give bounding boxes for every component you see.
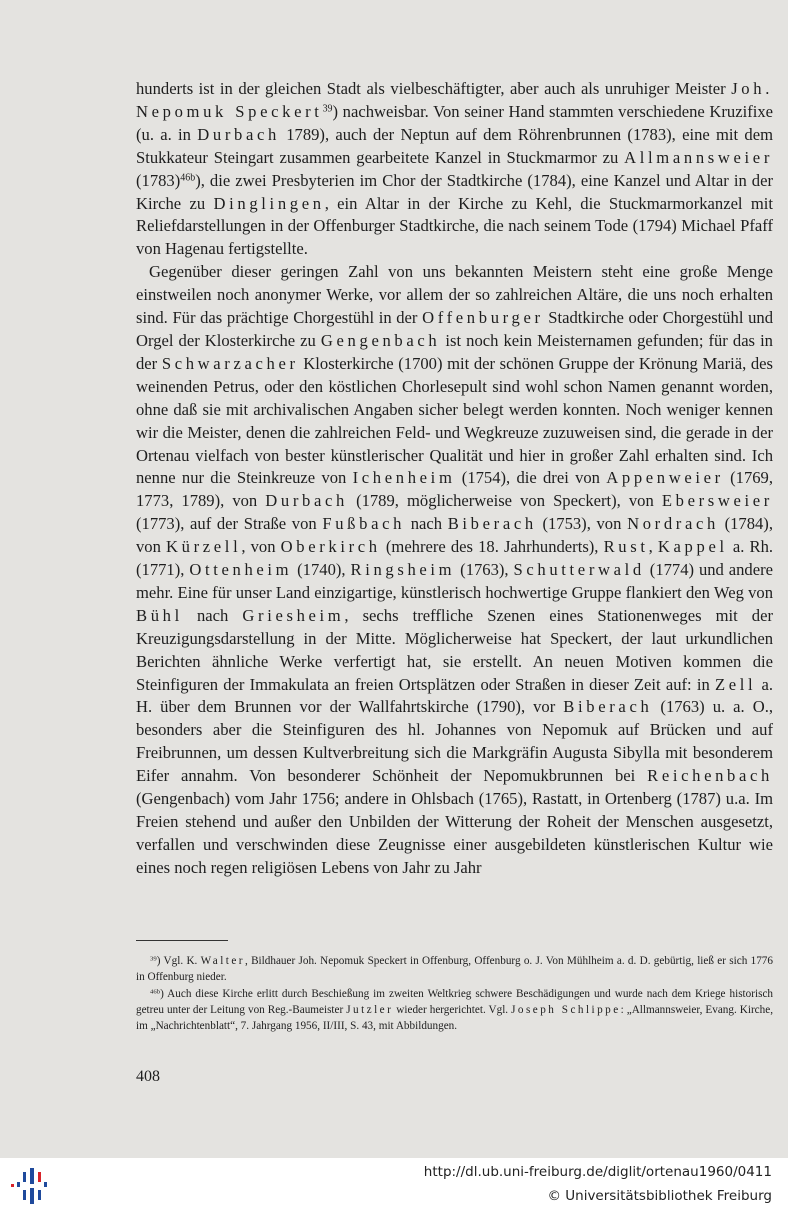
place-oberkirch: Oberkirch [280,537,381,557]
place-durbach-2: Durbach [265,491,348,511]
place-fussbach: Fußbach [322,514,406,534]
viewer-footer [0,1158,788,1213]
footnotes [136,953,773,1035]
place-durbach: Durbach [197,124,280,144]
document-url-link[interactable]: http://dl.ub.uni-freiburg.de/diglit/ortenau1960/0411 [423,1164,772,1180]
footnote-ref-46b[interactable]: 46b [180,172,196,184]
place-ottenheim: Ottenheim [189,560,293,580]
copyright-notice: © Universitätsbibliothek Freiburg [547,1188,772,1204]
paragraph-1: hunderts ist in der gleichen Stadt als vielbeschäftigter, aber auch als unruhiger Meister Joh. Nepomuk Speckert$^{39}$) nachweisbar. Von seiner Hand stammten verschiedene Kruzifixe (u. a. in Durbach 1789), auch der Neptun auf dem Röhrenbrunnen (1783), eine mit dem Stukkateur Steingart zusammen gearbeitete Kanzel in Stuckmarmor zu Allmannsweier $(1783)^{46b}$), die zwei Presbyterien im Chor der Stadtkirche (1784), eine Kanzel und Altar in der Kirche zu Dinglingen, ein Altar in der Kirche zu Kehl, die Stuckmarmorkanzel mit Reliefdarstellungen in der Offenburger Stadtkirche, die nach seinem Tode (1794) Michael Pfaff von Hagenau fertigstellte. [136,79,774,259]
place-buehl: Bühl [136,605,183,625]
place-kuerzell: Kürzell [166,537,242,557]
page-number: 408 [136,1068,160,1085]
place-dinglingen: Dinglingen [213,193,325,213]
place-appenweier: Appenweier [606,468,724,488]
place-zell: Zell [714,674,757,694]
place-rust: Rust [603,537,649,557]
place-gengenbach: Gengenbach [320,330,441,350]
place-griesheim: Griesheim [242,605,345,625]
place-kappel: Kappel [657,537,728,557]
place-reichenbach: Reichenbach [647,766,773,786]
name-speckert: Joh. Nepomuk Speckert [136,79,773,121]
place-offenburger: Offenburger [422,308,544,328]
ub-freiburg-logo-icon[interactable] [10,1166,50,1206]
footnote-divider [136,940,228,941]
place-ichenheim: Ichenheim [352,468,456,488]
place-ringsheim: Ringsheim [350,560,456,580]
footnote-39: $^{39}$) Vgl. K. Walter, Bildhauer Joh. Nepomuk Speckert in Offenburg, Offenburg o. J. Von Mühlheim a. d. D. gebürtig, ließ er sich 1776 in Offenburg nieder. [136,955,773,983]
place-schutterwald: Schutterwald [513,560,645,580]
place-nordrach: Nordrach [627,514,719,534]
place-ortenberg: Ortenberg [604,789,672,809]
place-biberach: Biberach [447,514,537,534]
place-ohlsbach: Ohlsbach [411,789,474,809]
footnote-46b: $^{46b}$) Auch diese Kirche erlitt durch Beschießung im zweiten Weltkrieg schwere Beschädigungen und wurde nach dem Kriege historisch getreu unter der Leitung von Reg.-Baumeister Jutzler wieder hergerichtet. Vgl. Joseph Schlippe: „Allmannsweier, Evang. Kirche, im „Nachrichtenblatt“, 7. Jahrgang 1956, II/III, S. 43, mit Abbildungen. [136,988,774,1032]
paragraph-2: Gegenüber dieser geringen Zahl von uns bekannten Meistern steht eine große Menge einstweilen noch anonymer Werke, vor allem der so zahlreichen Altäre, die uns noch erhalten sind. Für das prächtige Chorgestühl in der Offenburger Stadtkirche oder Chorgestühl und Orgel der Klosterkirche zu Gengenbach ist noch kein Meisternamen gefunden; für das in der Schwarzacher Klosterkirche (1700) mit der schönen Gruppe der Krönung Mariä, des weinenden Petrus, oder den köstlichen Chorlesepult sind wohl schon Namen genannt worden, ohne daß sie mit archivalischen Angaben sicher belegt werden konnten. Noch weniger kennen wir die Meister, denen die zahlreichen Feld- und Wegkreuze zuzuweisen sind, die gerade in der Ortenau vielfach von bester künstlerischer Qualität und hier in großer Zahl erhalten sind. Ich nenne nur die Steinkreuze von Ichenheim (1754), die drei von Appenweier (1769, 1773, 1789), von Durbach (1789, möglicherweise von Speckert), von Ebersweier (1773), auf der Straße von Fußbach nach Biberach (1753), von Nordrach (1784), von Kürzell, von Oberkirch (mehrere des 18. Jahrhunderts), Rust, Kappel a. Rh. (1771), Ottenheim (1740), Ringsheim (1763), Schutterwald (1774) und andere mehr. Eine für unser Land einzigartige, künstlerisch hochwertige Gruppe flankiert den Weg von Bühl nach Griesheim, sechs treffliche Szenen eines Stationenweges mit der Kreuzigungsdarstellung in der Mitte. Möglicherweise hat Speckert, der laut urkundlichen Berichten ähnliche Werke verfertigt hat, sie erstellt. An neuen Motiven kommen die Steinfiguren der Immakulata an freien Ortsplätzen oder Straßen in dieser Zeit auf: in Zell a. H. über dem Brunnen vor der Wallfahrtskirche (1790), vor Biberach (1763) u. a. O., besonders aber die Steinfiguren des hl. Johannes von Nepomuk auf Brücken und auf Freibrunnen, um dessen Kultverbreitung sich die Markgräfin Augusta Sibylla mit besonderem Eifer annahm. Von besonderer Schönheit der Nepomukbrunnen bei Reichenbach (Gengenbach) vom Jahr 1756; andere in Ohlsbach (1765), Rastatt, in Ortenberg (1787) u.a. Im Freien stehend und außer den Unbilden der Witterung der Roheit der Menschen ausgesetzt, verfallen und verschwinden diese Zeugnisse einer ausgebildeten künstlerischen Kultur wie eines noch regen religiösen Lebens von Jahr zu Jahr [136,262,774,877]
place-biberach-2: Biberach [563,697,653,717]
place-ebersweier: Ebersweier [661,491,773,511]
place-allmannsweier: Allmannsweier [624,147,773,167]
body-text [136,78,773,880]
place-schwarzacher: Schwarzacher [161,353,299,373]
footnote-ref-39[interactable]: 39 [322,103,333,115]
place-rastatt: Rastatt [531,789,579,809]
